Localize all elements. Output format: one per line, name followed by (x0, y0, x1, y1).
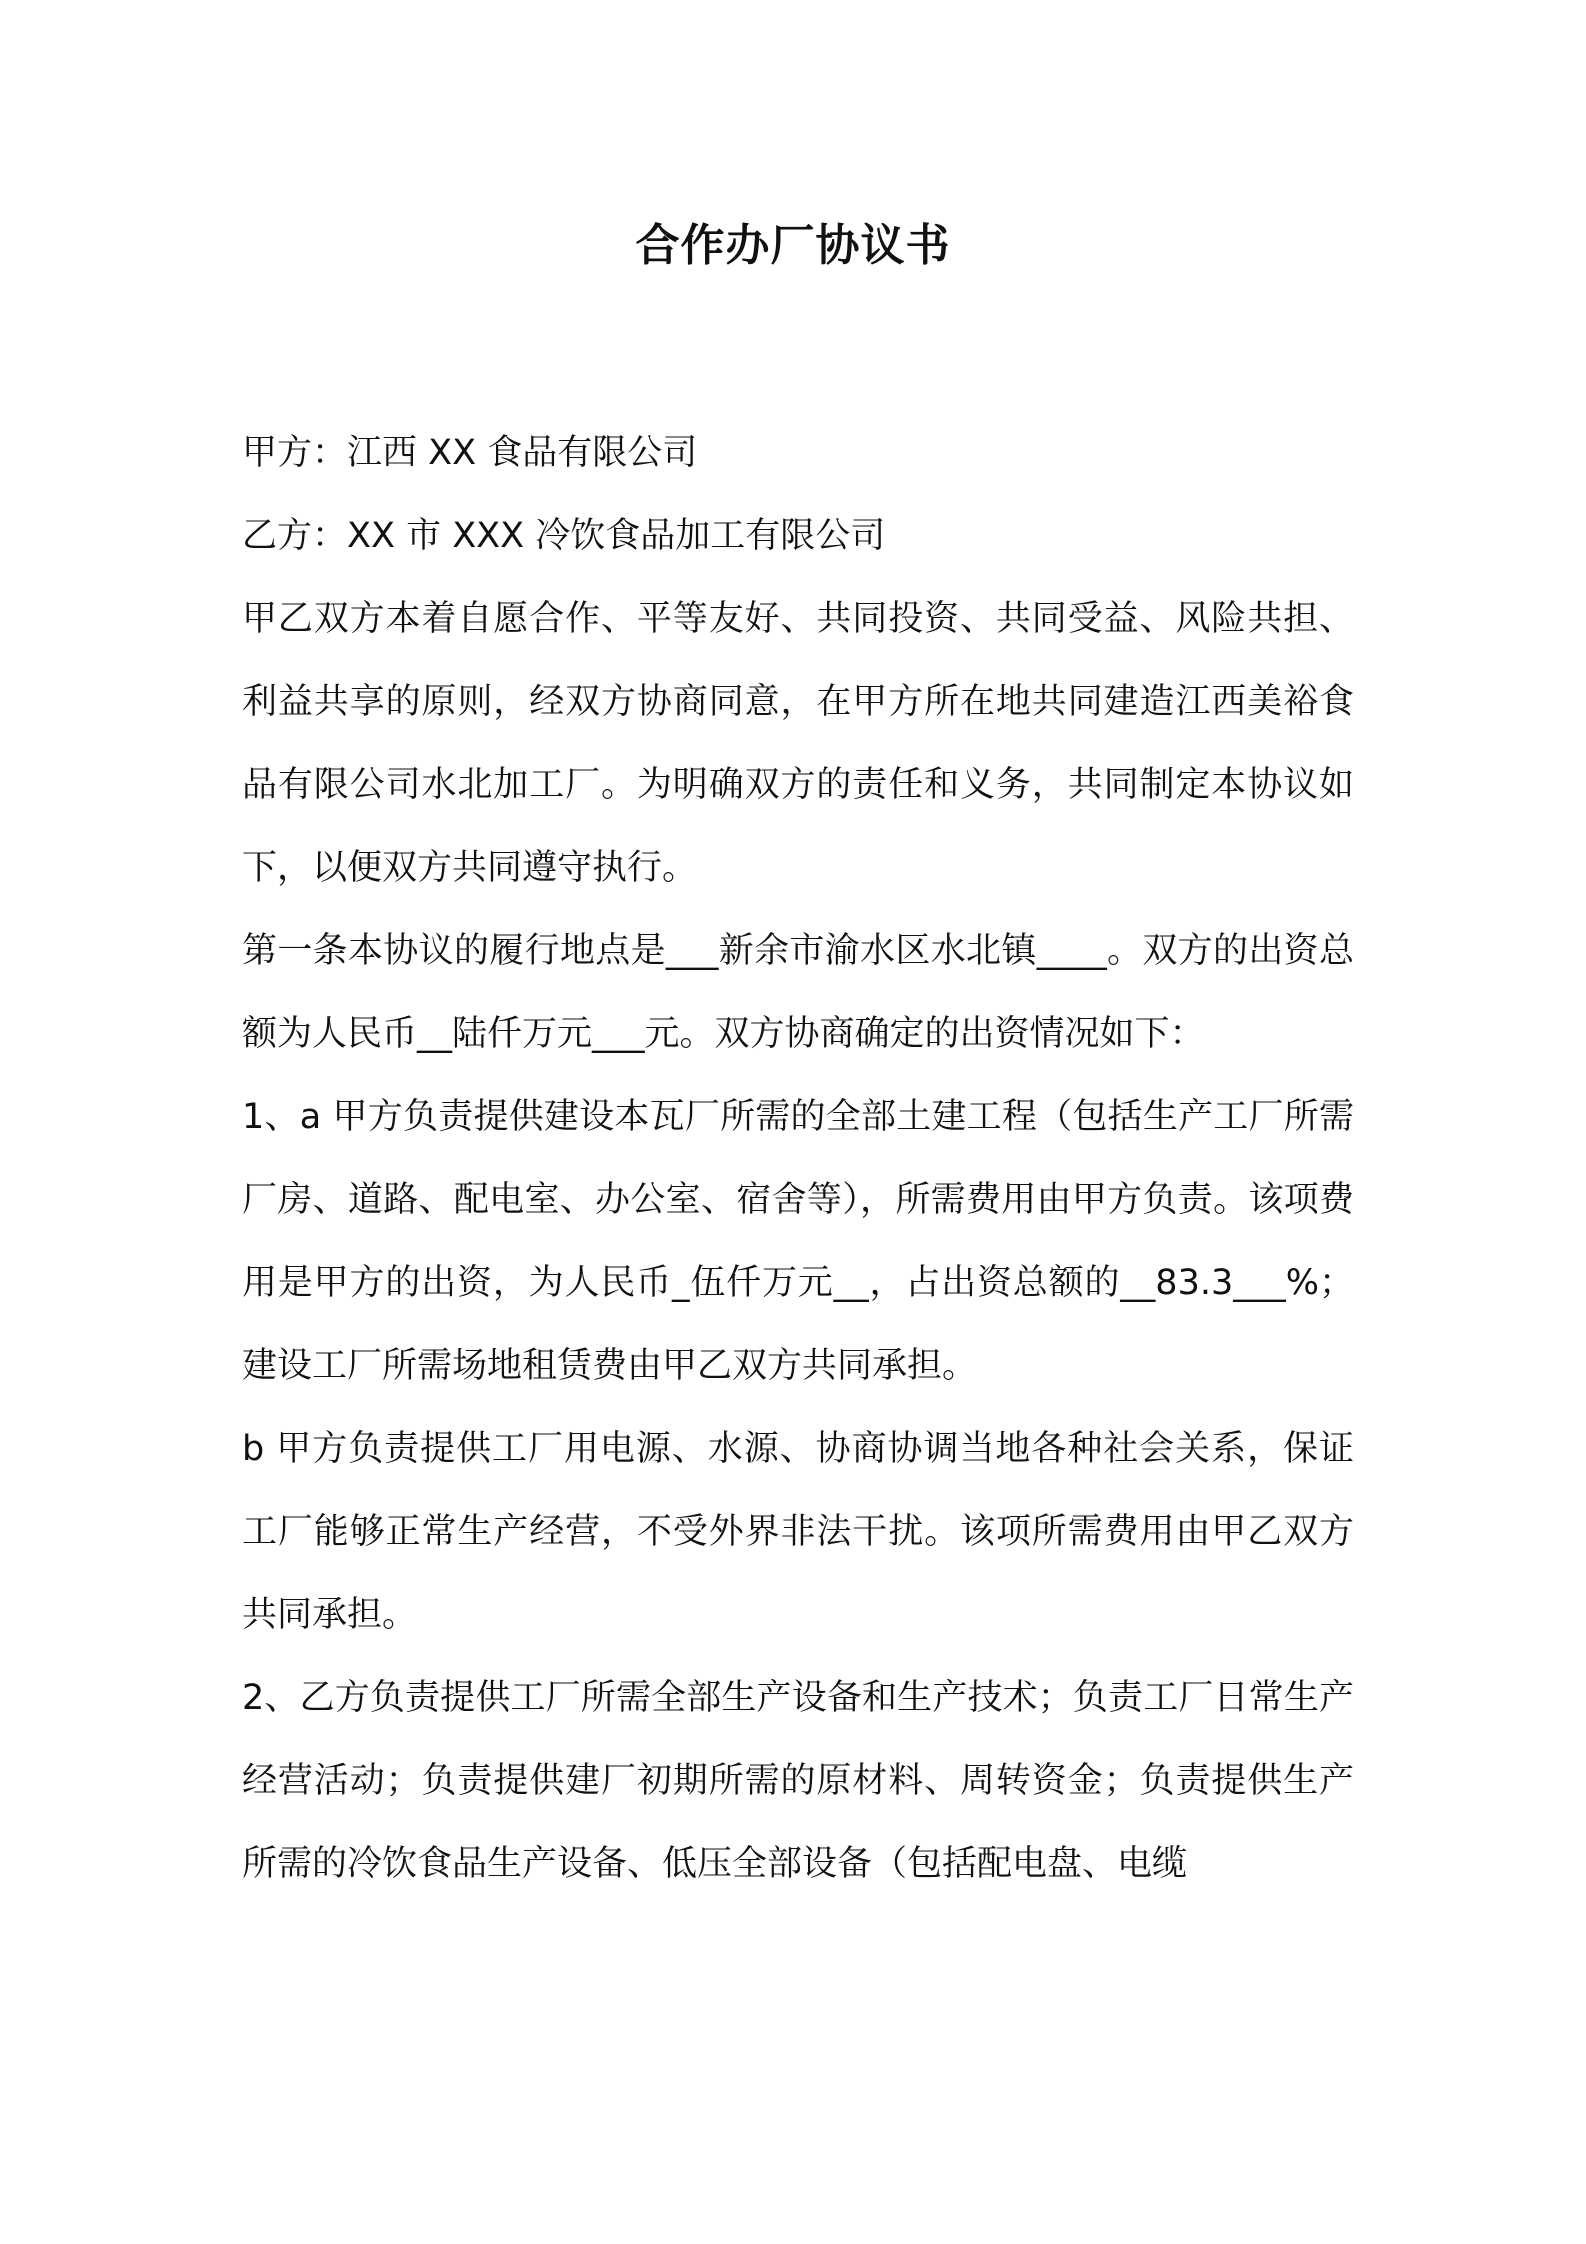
preamble-paragraph: 甲乙双方本着自愿合作、平等友好、共同投资、共同受益、风险共担、利益共享的原则，经双方协商同意，在甲方所在地共同建造江西美裕食品有限公司水北加工厂。为明确双方的责任和义务，共同制定本协议如下，以便双方共同遵守执行。 (242, 599, 1354, 888)
clause-1b-paragraph: b 甲方负责提供工厂用电源、水源、协商协调当地各种社会关系，保证工厂能够正常生产经营，不受外界非法干扰。该项所需费用由甲乙双方共同承担。 (242, 1429, 1354, 1635)
document-title: 合作办厂协议书 (635, 220, 951, 271)
document-body (242, 412, 1354, 1906)
clause-1a-paragraph: 1、a 甲方负责提供建设本瓦厂所需的全部土建工程（包括生产工厂所需厂房、道路、配电室、办公室、宿舍等），所需费用由甲方负责。该项费用是甲方的出资，为人民币_伍仟万元__，占出资总额的__83.3___%；建设工厂所需场地租赁费由甲乙双方共同承担。 (242, 1097, 1354, 1386)
party-b-line: 乙方：XX 市 XXX 冷饮食品加工有限公司 (242, 516, 886, 556)
clause-2-paragraph: 2、乙方负责提供工厂所需全部生产设备和生产技术；负责工厂日常生产经营活动；负责提供建厂初期所需的原材料、周转资金；负责提供生产所需的冷饮食品生产设备、低压全部设备（包括配电盘、电缆 (242, 1678, 1354, 1884)
article-1-paragraph: 第一条本协议的履行地点是___新余市渝水区水北镇____。双方的出资总额为人民币__陆仟万元___元。双方协商确定的出资情况如下： (242, 931, 1354, 1054)
party-a-line: 甲方：江西 XX 食品有限公司 (242, 433, 698, 473)
